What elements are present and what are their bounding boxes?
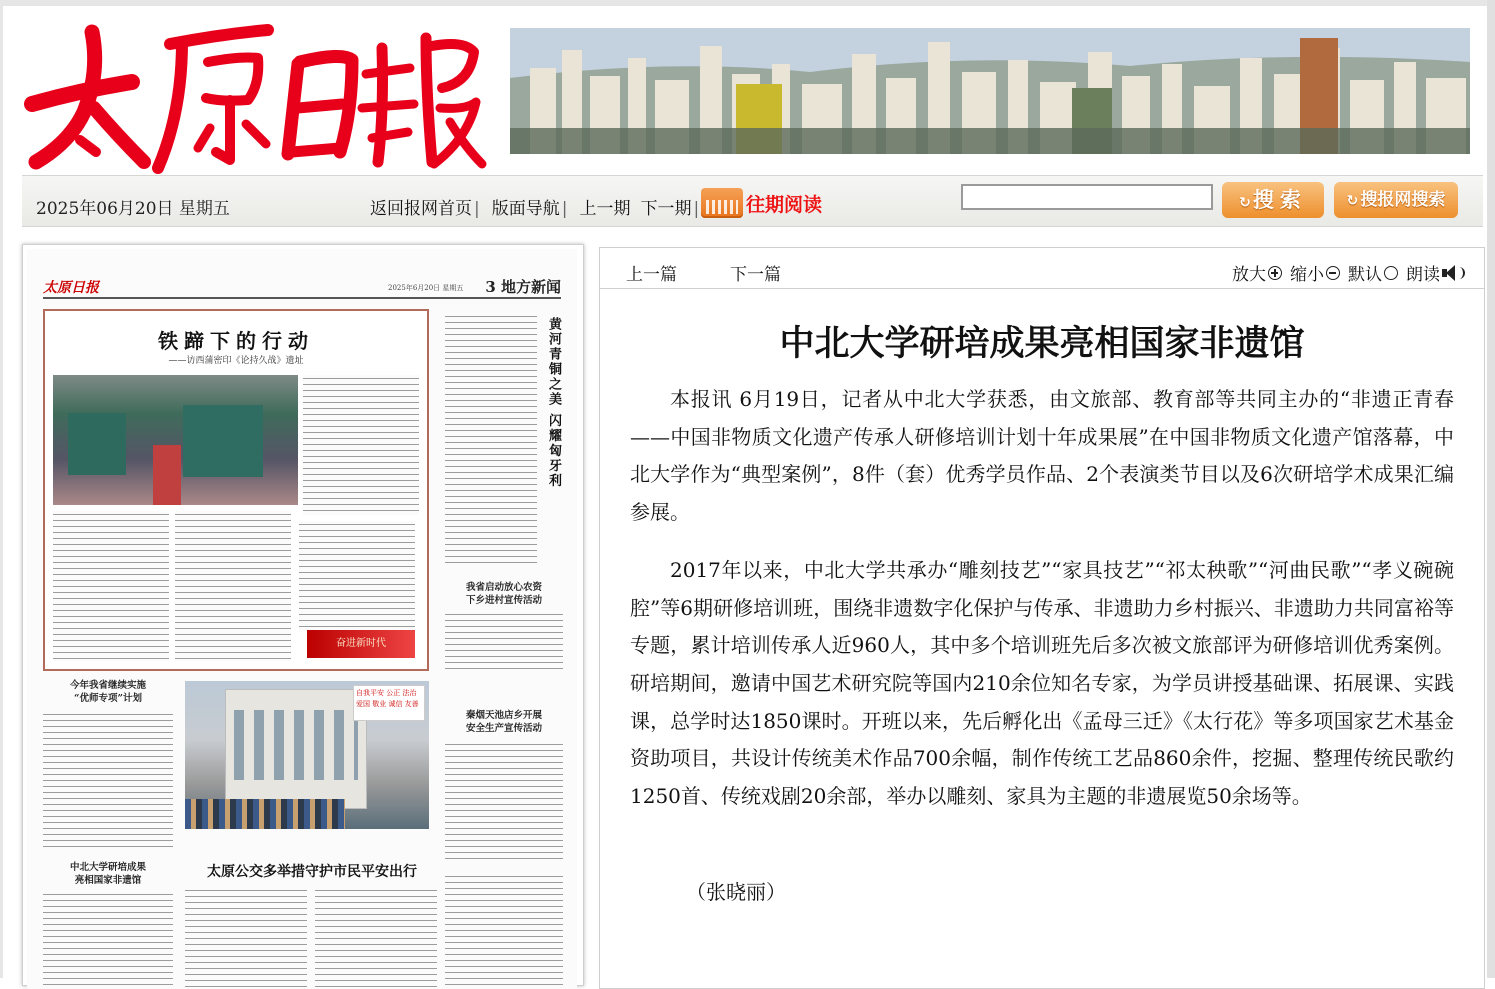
nav-links <box>370 194 701 219</box>
feature-title: 铁蹄下的行动 <box>158 329 314 353</box>
article-title: 中北大学研培成果亮相国家非遗馆 <box>779 324 1305 364</box>
headline-current-article[interactable]: 中北大学研培成果 亮相国家非遗馆 <box>69 862 146 886</box>
skyline-image <box>510 28 1470 154</box>
feature-photo <box>53 375 298 505</box>
zoom-in-button[interactable] <box>1232 260 1282 285</box>
headline-safety[interactable]: 秦烟天池店乡开展 安全生产宣传活动 <box>465 710 542 734</box>
nav-separator: | <box>474 199 480 219</box>
page-section: 3 地方新闻 <box>485 278 561 296</box>
layout-nav-link[interactable]: 版面导航 <box>491 199 560 219</box>
text-block <box>445 873 563 987</box>
article-panel <box>599 247 1485 989</box>
plus-circle-icon <box>1268 266 1282 280</box>
text-block <box>175 511 291 661</box>
article-toolbar <box>600 248 1484 289</box>
web-search-button-label: 搜报网搜索 <box>1360 190 1446 210</box>
text-block <box>185 887 307 987</box>
web-search-button[interactable] <box>1334 182 1458 218</box>
speaker-icon <box>1442 264 1462 282</box>
nav-bar <box>22 175 1483 227</box>
article-paragraph: 本报讯 6月19日，记者从中北大学获悉，由文旅部、教育部等共同主办的“非遗正青春——中国非物质文化遗产传承人研修培训计划十年成果展”在中国非物质文化遗产馆落幕，中北大学作为“典型案例”，8件（套）优秀学员作品、2个表演类节目以及6次研培学术成果汇编参展。 <box>630 387 1454 525</box>
search-icon: ↻ <box>1346 193 1359 209</box>
home-link[interactable]: 返回报网首页 <box>370 199 472 219</box>
next-issue-link[interactable]: 下一期 <box>640 199 692 219</box>
read-aloud-button[interactable] <box>1406 260 1462 285</box>
article-paragraph: 2017年以来，中北大学共承办“雕刻技艺”“家具技艺”“祁太秧歌”“河曲民歌”“孝义碗碗腔”等6期研修培训班，围绕非遗数字化保护与传承、非遗助力乡村振兴、非遗助力共同富裕等专题，累计培训传承人近960人，其中多个培训班先后多次被文旅部评为研修培训优秀案例。研培期间，邀请中国艺术研究院等国内210余位知名专家，为学员讲授基础课、拓展课、实践课，总学时达1850课时。开班以来，先后孵化出《孟母三迁》《太行花》等多项国家艺术基金资助项目，共设计传统美术作品700余幅，制作传统工艺品860余件，挖掘、整理传统民歌约1250首、传统戏剧20余部，举办以雕刻、家具为主题的非遗展览50余场等。 <box>630 557 1454 809</box>
page-header <box>43 279 561 299</box>
text-block <box>43 711 173 851</box>
circle-icon <box>1384 266 1398 280</box>
search-button-label: 搜索 <box>1252 188 1307 212</box>
default-size-button[interactable] <box>1348 260 1398 285</box>
vertical-headline[interactable]: 黄河青铜之美 闪耀匈牙利 <box>546 317 561 489</box>
promo-banner: 奋进新时代 <box>307 630 415 658</box>
prev-issue-link[interactable]: 上一期 <box>579 199 631 219</box>
photo-sign: 自我平安 公正 法治 爱国 敬业 诚信 友善 <box>353 685 425 721</box>
read-aloud-label: 朗读 <box>1406 265 1440 285</box>
zoom-out-button[interactable] <box>1290 260 1340 285</box>
archive-link[interactable] <box>701 186 822 220</box>
right-scroll-edge <box>1487 0 1495 978</box>
text-block <box>299 521 415 631</box>
calendar-icon <box>701 188 743 218</box>
text-block <box>445 741 563 861</box>
page-logo: 太原日报 <box>43 280 99 296</box>
issue-date: 2025年06月20日 星期五 <box>36 199 230 219</box>
nav-separator: | <box>693 199 700 219</box>
next-article-link[interactable]: 下一篇 <box>730 265 781 285</box>
search-input[interactable] <box>961 184 1213 210</box>
headline-teacher-plan[interactable]: 今年我省继续实施 “优师专项”计划 <box>69 680 146 704</box>
headline-farm-supplies[interactable]: 我省启动放心农资 下乡进村宣传活动 <box>465 582 542 606</box>
zoom-in-label: 放大 <box>1232 265 1266 285</box>
left-border <box>0 0 3 978</box>
bus-station-photo <box>185 681 429 829</box>
city-skyline-banner <box>510 28 1470 154</box>
article-area-feature[interactable] <box>43 309 429 671</box>
default-size-label: 默认 <box>1348 265 1382 285</box>
zoom-out-label: 缩小 <box>1290 265 1324 285</box>
page-date: 2025年6月20日 星期五 <box>388 284 464 292</box>
newspaper-page <box>27 249 577 989</box>
prev-article-link[interactable]: 上一篇 <box>626 265 677 285</box>
search-icon: ↻ <box>1239 195 1251 211</box>
text-block <box>43 891 173 987</box>
feature-subtitle: ——访西蒲密印《论持久战》遗址 <box>168 356 304 366</box>
search-button[interactable] <box>1222 182 1324 218</box>
text-block <box>303 375 419 515</box>
text-block <box>445 313 537 563</box>
nav-separator: | <box>561 199 568 219</box>
logo-calligraphy <box>22 12 492 174</box>
page-thumbnail[interactable] <box>22 244 584 986</box>
minus-circle-icon <box>1326 266 1340 280</box>
text-block <box>53 511 169 661</box>
top-border <box>0 0 1495 6</box>
text-block <box>445 611 563 673</box>
article-byline: （张晓丽） <box>686 880 786 904</box>
archive-label: 往期阅读 <box>746 193 823 216</box>
newspaper-logo[interactable] <box>22 12 492 174</box>
reading-tools <box>1224 260 1462 285</box>
article-body <box>630 381 1454 836</box>
text-block <box>315 887 437 987</box>
headline-bus-safety[interactable]: 太原公交多举措守护市民平安出行 <box>207 864 417 880</box>
